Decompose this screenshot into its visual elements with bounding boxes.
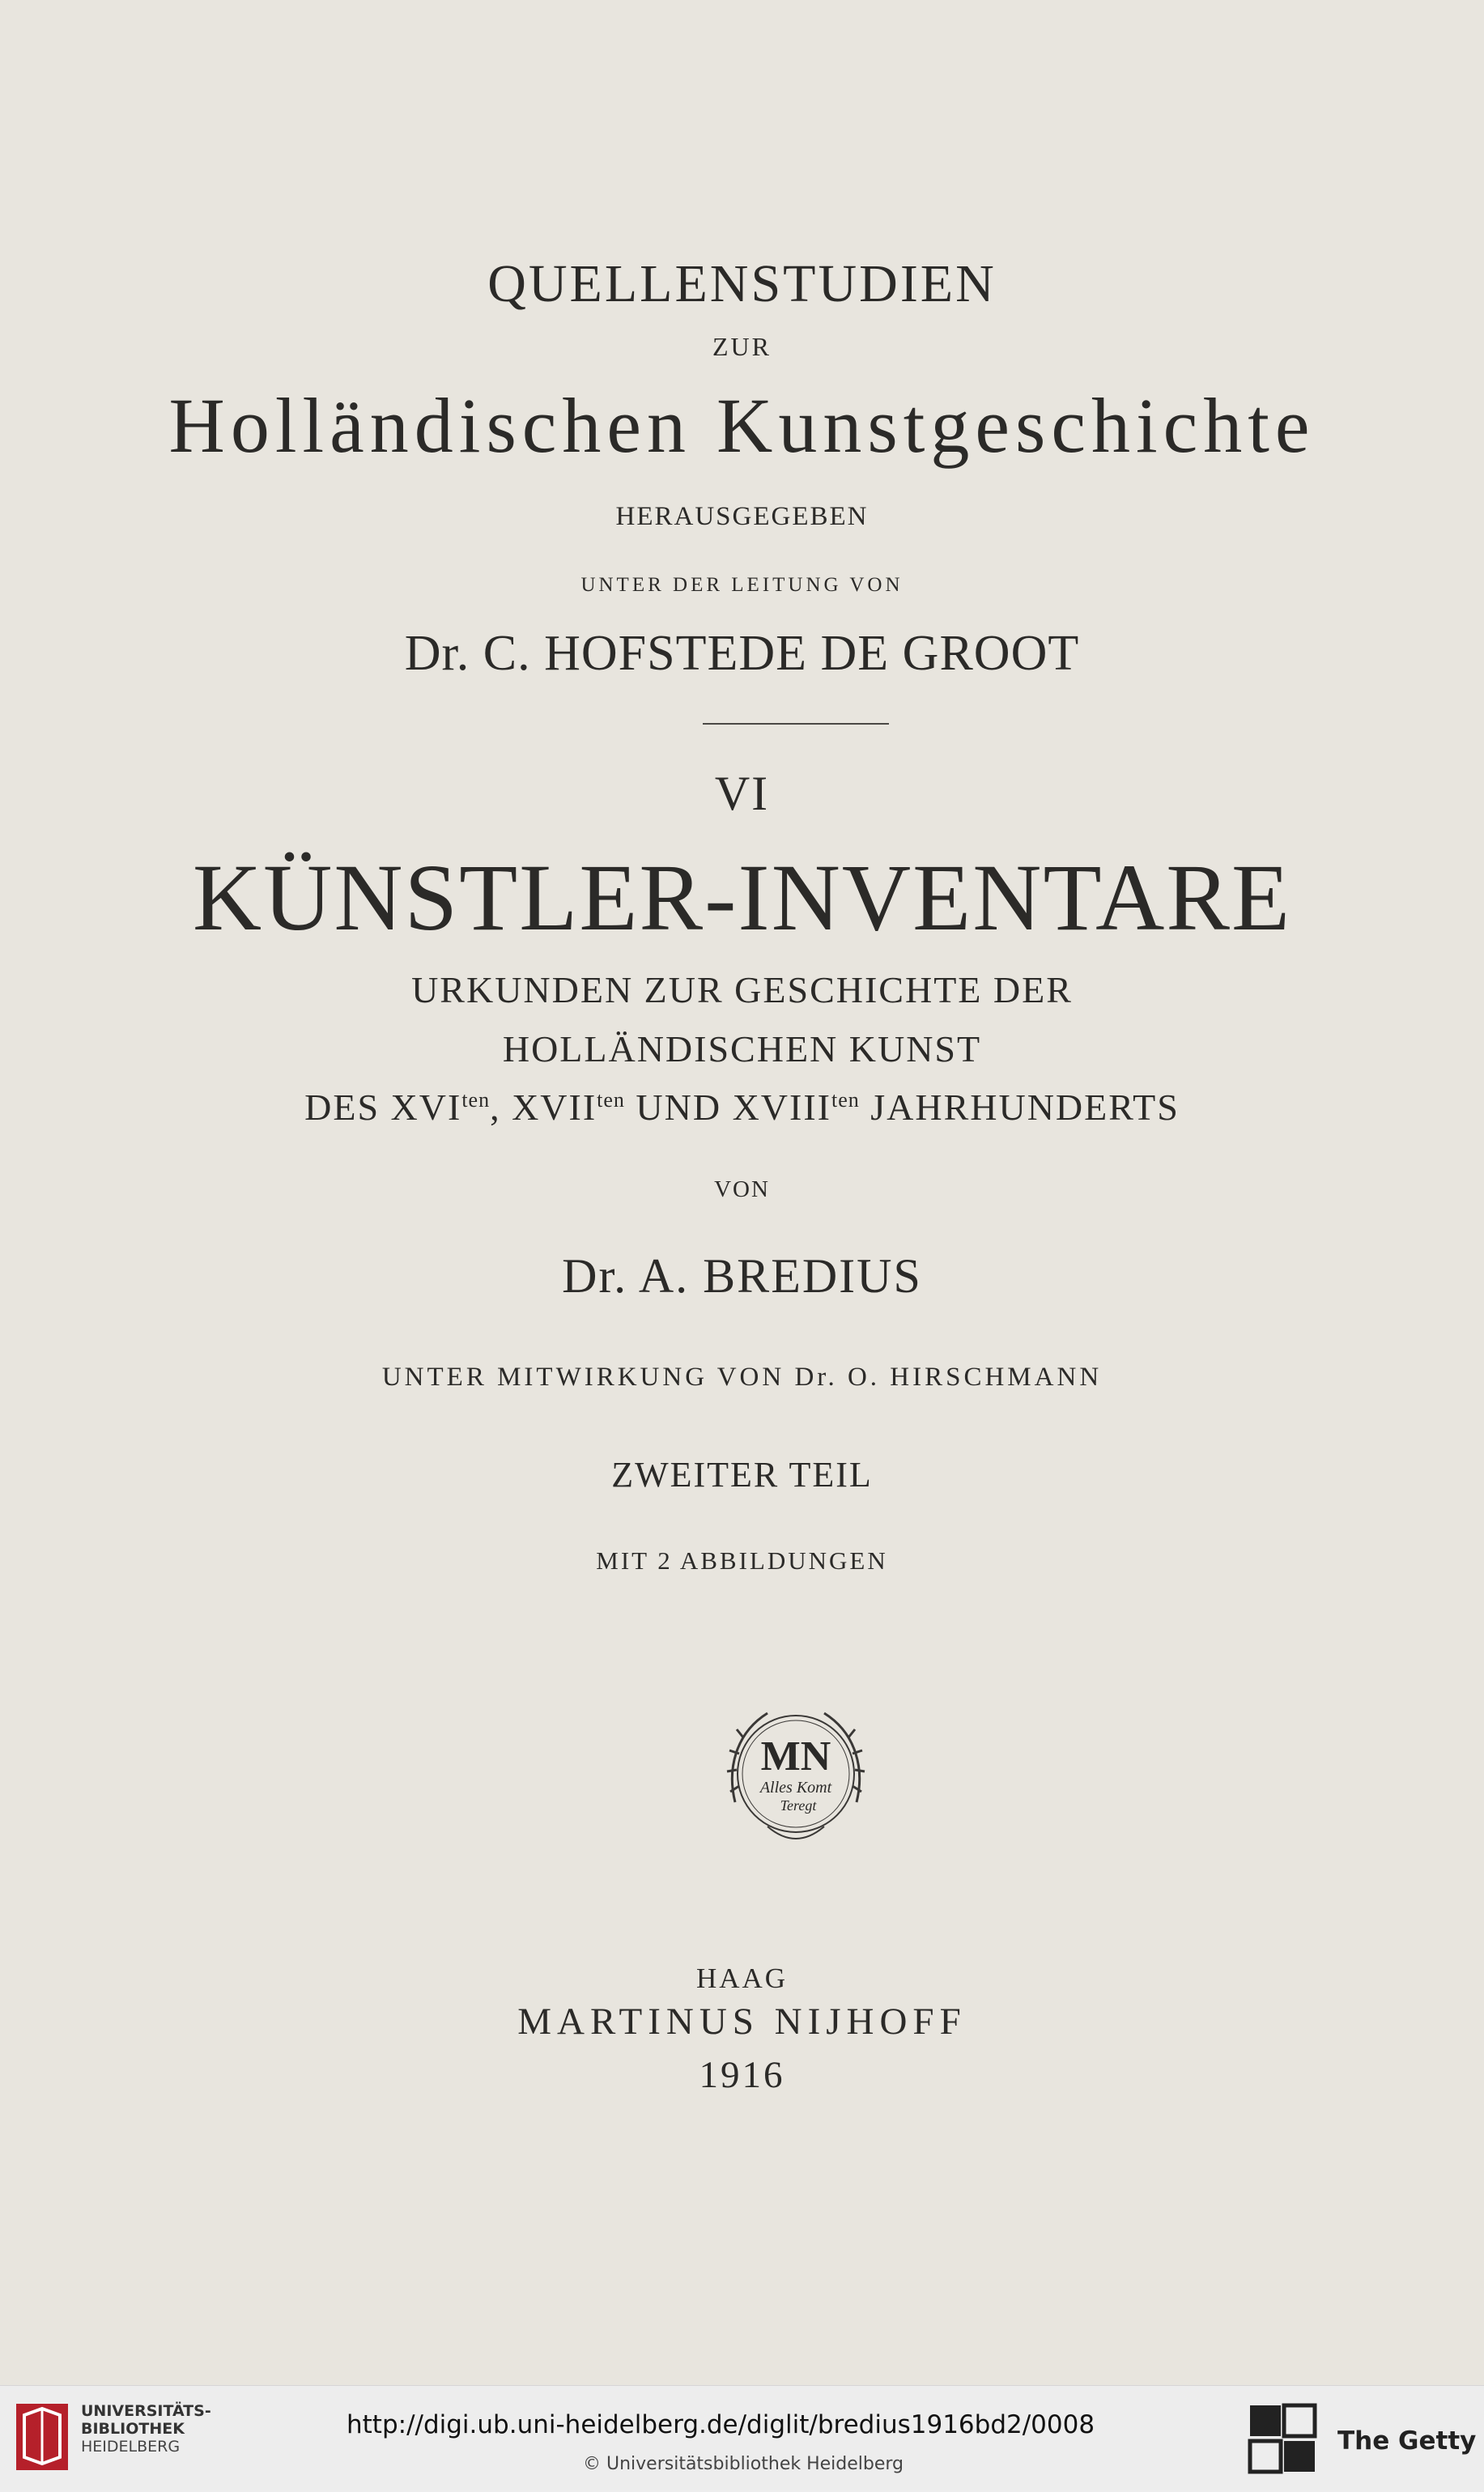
editor-line <box>0 626 1484 681</box>
subtitle-line-1: URKUNDEN ZUR GESCHICHTE DER <box>411 969 1073 1010</box>
edited-label: HERAUSGEGEBEN <box>615 502 869 531</box>
permalink-url[interactable]: http://digi.ub.uni-heidelberg.de/diglit/bredius1916bd2/0008 <box>347 2410 1095 2439</box>
divider-rule <box>703 723 889 725</box>
collab-a: UNTER MITWIRKUNG VON <box>381 1363 795 1392</box>
by-label: VON <box>714 1176 770 1202</box>
subtitle-3a: DES XVI <box>304 1087 462 1128</box>
series-subject: Holländischen Kunstgeschichte <box>168 382 1316 469</box>
direction-label: UNTER DER LEITUNG VON <box>580 574 904 596</box>
volume-number: VI <box>714 767 770 820</box>
collab-b: O. HIRSCHMANN <box>837 1363 1103 1392</box>
author-name: A. BREDIUS <box>638 1249 922 1303</box>
subtitle-line-2: HOLLÄNDISCHEN KUNST <box>502 1028 982 1070</box>
series-title: QUELLENSTUDIEN <box>487 254 997 313</box>
library-line-3: HEIDELBERG <box>81 2438 181 2456</box>
author-dr: Dr. <box>562 1249 628 1303</box>
university-library-logo-icon[interactable] <box>15 2401 70 2473</box>
subtitle-3f: ten <box>831 1088 860 1112</box>
subtitle-3g: JAHRHUNDERTS <box>859 1087 1180 1128</box>
footer-bar <box>0 2385 1484 2492</box>
part-label: ZWEITER TEIL <box>611 1455 873 1495</box>
logo-motto-2: Teregt <box>780 1797 817 1814</box>
subtitle-3b: ten <box>461 1088 491 1112</box>
copyright-notice: © Universitätsbibliothek Heidelberg <box>583 2454 904 2474</box>
author-line <box>0 1249 1484 1303</box>
illustrations-label: MIT 2 ABBILDUNGEN <box>596 1546 888 1575</box>
collaboration-line <box>0 1364 1484 1391</box>
publisher-emblem-icon <box>711 1689 881 1859</box>
publisher: MARTINUS NIJHOFF <box>517 2001 967 2043</box>
library-line-2: BIBLIOTHEK <box>81 2420 185 2438</box>
subtitle-line-3 <box>0 1089 1484 1126</box>
logo-motto-1: Alles Komt <box>759 1779 832 1797</box>
logo-letters: MN <box>760 1733 831 1780</box>
getty-logo-icon[interactable] <box>1247 2401 1320 2481</box>
editor-name: C. HOFSTEDE DE GROOT <box>483 626 1080 681</box>
collab-dr: Dr. <box>794 1363 838 1392</box>
editor-dr: Dr. <box>404 626 470 681</box>
main-title: KÜNSTLER-INVENTARE <box>192 844 1292 950</box>
library-name[interactable] <box>81 2402 211 2456</box>
subtitle-3c: , XVII <box>490 1087 597 1128</box>
subtitle-3e: UND XVIII <box>624 1087 831 1128</box>
library-line-1: UNIVERSITÄTS- <box>81 2402 211 2420</box>
series-zur: ZUR <box>712 332 772 361</box>
subtitle-3d: ten <box>597 1088 625 1112</box>
year: 1916 <box>699 2054 785 2096</box>
partner-name[interactable]: The Getty <box>1337 2426 1477 2456</box>
place: HAAG <box>695 1963 789 1994</box>
